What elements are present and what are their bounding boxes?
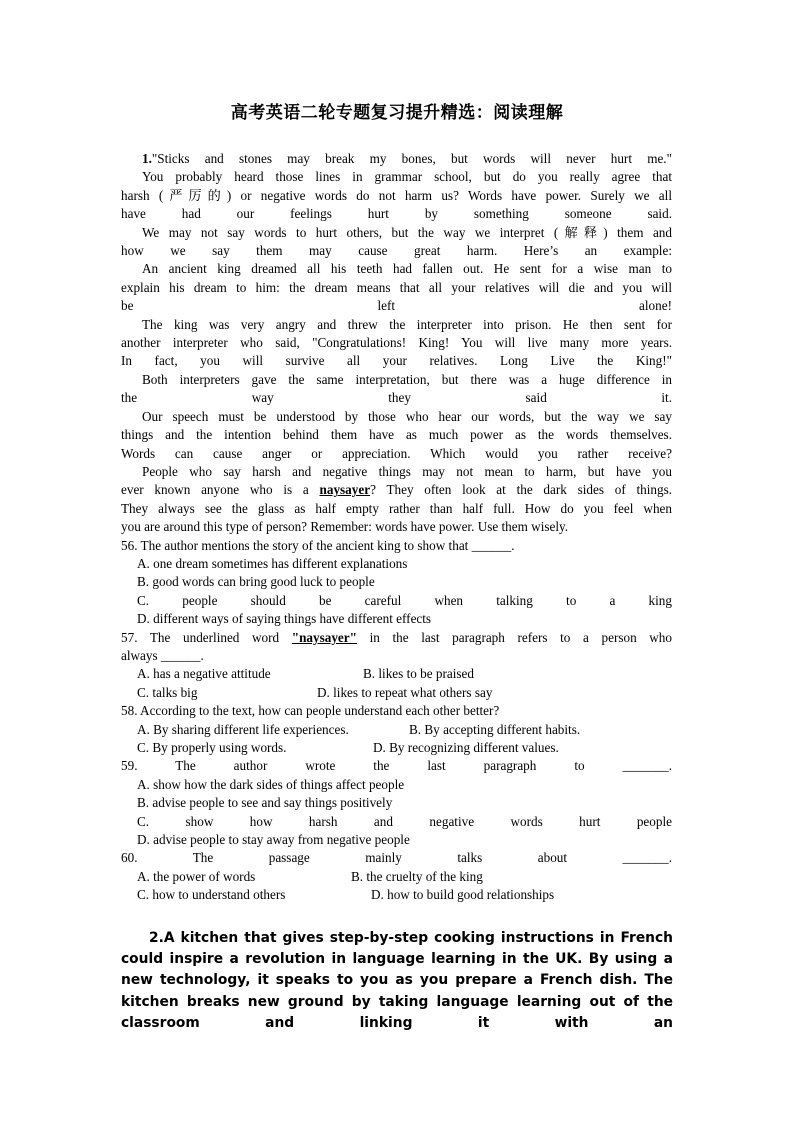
question-56-option-d: D. different ways of saying things have different effects (137, 611, 432, 627)
question-59-stem: 59. The author wrote the last paragraph to _______. (121, 758, 672, 774)
passage-line: An ancient king dreamed all his teeth had fallen out. He sent for a wise man to (142, 261, 672, 277)
passage-line: be left alone! (121, 298, 672, 314)
passage-line: People who say harsh and negative things may not mean to harm, but have you (142, 463, 672, 479)
passage-line: another interpreter who said, "Congratulations! King! You will live many more years. (121, 335, 672, 351)
passage-line: The king was very angry and threw the interpreter into prison. He then sent for (142, 316, 672, 332)
question-56-option-a: A. one dream sometimes has different explanations (137, 555, 408, 571)
question-56-option-b: B. good words can bring good luck to people (137, 574, 375, 590)
passage-line: You probably heard those lines in grammar school, but do you really agree that (142, 169, 672, 185)
passage-line: In fact, you will survive all your relatives. Long Live the King!" (121, 353, 672, 369)
question-59-option-d: D. advise people to stay away from negative people (137, 832, 410, 848)
question-58-options-ab: A. By sharing different life experiences. B. By accepting different habits. (137, 721, 581, 737)
question-57-stem-line2: always ______. (121, 647, 204, 663)
naysayer-underlined-word: naysayer (319, 482, 371, 498)
passage-line: explain his dream to him: the dream means that all your relatives will die and you will (121, 279, 672, 295)
question-57-options-ab: A. has a negative attitude B. likes to be praised (137, 666, 474, 682)
passage-line: Our speech must be understood by those who hear our words, but the way we say (142, 408, 672, 424)
passage-line: They always see the glass as half empty rather than half full. How do you feel when (121, 500, 672, 516)
question-60-options-ab: A. the power of words B. the cruelty of the king (137, 868, 483, 884)
passage-number: 1. (142, 151, 152, 166)
passage-line: Words can cause anger or appreciation. Which would you rather receive? (121, 445, 672, 461)
passage-line: Both interpreters gave the same interpretation, but there was a huge difference in (142, 371, 672, 387)
passage-line: have had our feelings hurt by something someone said. (121, 206, 672, 222)
passage-2-opening: 2.A kitchen that gives step-by-step cooking instructions in French could inspire a revolution in language learning in the UK. By using a new technology, it speaks to you as you prepare a French dish. The kitchen breaks new ground by taking language learning out of the classroom and linking it with an (121, 930, 673, 1031)
passage-line: you are around this type of person? Remember: words have power. Use them wisely. (121, 519, 569, 535)
question-59-option-b: B. advise people to see and say things positively (137, 795, 393, 811)
passage-line: harsh (严厉的) or negative words do not harm us? Words have power. Surely we all (121, 187, 672, 203)
passage-line: the way they said it. (121, 390, 672, 406)
question-57-options-cd: C. talks big D. likes to repeat what others say (137, 684, 493, 700)
naysayer-quoted-word: "naysayer" (291, 629, 357, 645)
passage-line: things and the intention behind them have as much power as the words themselves. (121, 427, 672, 443)
question-58-options-cd: C. By properly using words. D. By recognizing different values. (137, 740, 559, 755)
question-58-stem: 58. According to the text, how can people understand each other better? (121, 703, 500, 719)
question-56-option-c: C. people should be careful when talking to a king (137, 592, 672, 608)
passage-line: 1."Sticks and stones may break my bones, but words will never hurt me." (142, 151, 672, 166)
question-59-option-c: C. show how harsh and negative words hurt people (137, 813, 672, 829)
passage-line: ever known anyone who is a naysayer? They often look at the dark sides of things. (121, 482, 672, 498)
passage-line: We may not say words to hurt others, but the way we interpret (解释) them and (142, 224, 672, 240)
question-56-stem: 56. The author mentions the story of the ancient king to show that ______. (121, 537, 515, 553)
passage-1 (121, 150, 672, 905)
passage-line: how we say them may cause great harm. Here’s an example: (121, 243, 672, 259)
question-57-stem: 57. The underlined word "naysayer" in the last paragraph refers to a person who (121, 629, 672, 645)
question-60-options-cd: C. how to understand others D. how to build good relationships (137, 887, 555, 903)
question-59-option-a: A. show how the dark sides of things affect people (137, 776, 405, 792)
question-60-stem: 60. The passage mainly talks about _______. (121, 850, 672, 866)
page-title: 高考英语二轮专题复习提升精选：阅读理解 (230, 103, 564, 123)
